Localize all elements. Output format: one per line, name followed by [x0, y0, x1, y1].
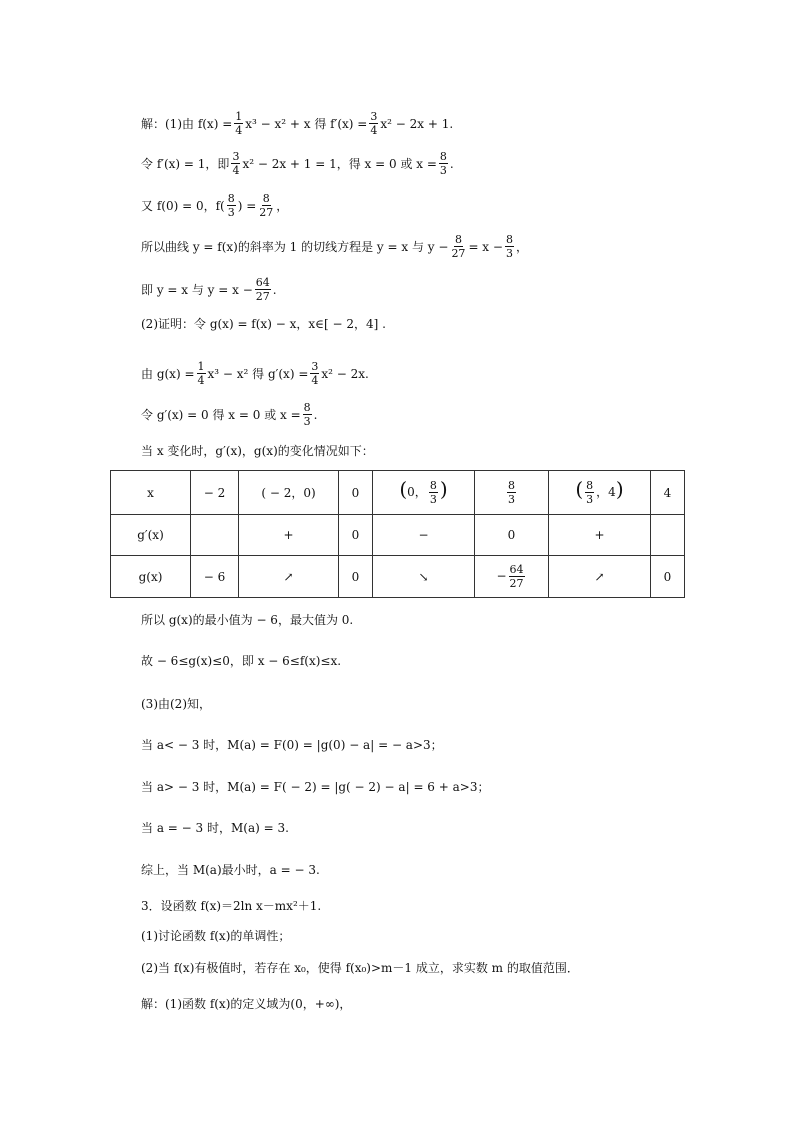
text: 由 g(x) = — [141, 366, 195, 381]
text: x² − 2x. — [321, 366, 369, 381]
table-cell: g(x) — [111, 556, 191, 598]
solution-line-14: 当 a> − 3 时，M(a) = F( − 2) = |g( − 2) − a| = 6 + a>3； — [141, 780, 490, 794]
fraction: $\frac{8}{3}$ — [303, 401, 311, 428]
text: 令 g′(x) = 0 得 x = 0 或 x = — [141, 407, 301, 422]
fraction: $\frac{8}{3}$ — [227, 192, 235, 219]
variation-table — [110, 470, 685, 598]
solution-line-7 — [141, 360, 369, 387]
text: x³ − x² + x 得 f′(x) = — [245, 116, 368, 131]
solution-line-8 — [141, 401, 317, 428]
solution-line-10: 所以 g(x)的最小值为 − 6，最大值为 0. — [141, 613, 354, 627]
text: = x − — [468, 239, 503, 254]
fraction: $\frac{8}{27}$ — [259, 192, 274, 219]
text: 令 f′(x) = 1，即 — [141, 156, 230, 171]
solution-line-3 — [141, 192, 288, 219]
solution-line-16: 综上，当 M(a)最小时，a = − 3. — [141, 863, 320, 877]
problem3-part1: (1)讨论函数 f(x)的单调性； — [141, 929, 291, 943]
table-cell: 0 — [475, 515, 549, 556]
table-cell: 4 — [651, 471, 685, 515]
solution-line-15: 当 a = − 3 时，M(a) = 3. — [141, 821, 289, 835]
table-cell: $\frac{8}{3}$ — [475, 471, 549, 515]
text: ， — [515, 239, 528, 254]
fraction: $\frac{1}{4}$ — [235, 110, 243, 137]
text: 又 f(0) = 0，f( — [141, 198, 225, 213]
table-cell: x — [111, 471, 191, 515]
table-cell: g′(x) — [111, 515, 191, 556]
table-cell: 0 — [339, 471, 373, 515]
problem3-statement: 3．设函数 f(x)＝2ln x－mx²＋1. — [141, 899, 322, 913]
solution-line-11: 故 − 6≤g(x)≤0，即 x − 6≤f(x)≤x. — [141, 654, 342, 668]
table-row — [111, 515, 685, 556]
problem3-solution-start: 解：(1)函数 f(x)的定义域为(0，+∞)， — [141, 997, 352, 1011]
fraction: $\frac{8}{3}$ — [439, 150, 447, 177]
table-cell: 0 — [339, 556, 373, 598]
table-row — [111, 556, 685, 598]
table-cell: + — [239, 515, 339, 556]
table-cell: ↗ — [239, 556, 339, 598]
solution-line-9 — [141, 443, 374, 459]
table-cell: (0， $\frac{8}{3}$ ) — [373, 471, 475, 515]
text: ) = — [237, 198, 257, 213]
text: 所以曲线 y = f(x)的斜率为 1 的切线方程是 y = x 与 y − — [141, 239, 449, 254]
solution-line-12: (3)由(2)知， — [141, 697, 211, 711]
table-row — [111, 471, 685, 515]
fraction: $\frac{8}{27}$ — [451, 233, 466, 260]
text: 解：(1)由 f(x) = — [141, 116, 233, 131]
table-cell: + — [549, 515, 651, 556]
fraction: $\frac{3}{4}$ — [311, 360, 319, 387]
text: x² − 2x + 1. — [380, 116, 454, 131]
table-cell: − 2 — [191, 471, 239, 515]
table-cell: ↘ — [373, 556, 475, 598]
fraction: $\frac{64}{27}$ — [255, 276, 270, 303]
table-cell: − $\frac{64}{27}$ — [475, 556, 549, 598]
fraction: $\frac{3}{4}$ — [370, 110, 378, 137]
table-cell: ( − 2，0) — [239, 471, 339, 515]
solution-line-13: 当 a< − 3 时，M(a) = F(0) = |g(0) − a| = − a>3； — [141, 738, 443, 752]
problem3-part2: (2)当 f(x)有极值时，若存在 x₀，使得 f(x₀)>m－1 成立，求实数 m 的取值范围． — [141, 961, 579, 975]
text: x² − 2x + 1 = 1，得 x = 0 或 x = — [242, 156, 437, 171]
text: (2)证明：令 g(x) = f(x) − x，x∈[ − 2，4] . — [141, 317, 386, 331]
solution-line-6 — [141, 316, 386, 332]
solution-line-4 — [141, 233, 528, 260]
table-cell: − — [373, 515, 475, 556]
table-cell: ( $\frac{8}{3}$ ，4) — [549, 471, 651, 515]
text: . — [272, 282, 277, 297]
table-cell — [191, 515, 239, 556]
text: 即 y = x 与 y = x − — [141, 282, 253, 297]
fraction: $\frac{1}{4}$ — [197, 360, 205, 387]
text: ， — [276, 198, 289, 213]
text: x³ − x² 得 g′(x) = — [207, 366, 309, 381]
solution-line-2 — [141, 150, 454, 177]
text: . — [313, 407, 318, 422]
fraction: $\frac{8}{3}$ — [505, 233, 513, 260]
table-cell: ↗ — [549, 556, 651, 598]
solution-line-5 — [141, 276, 277, 303]
text: . — [449, 156, 454, 171]
table-cell: 0 — [651, 556, 685, 598]
solution-line-1 — [141, 110, 453, 137]
table-cell — [651, 515, 685, 556]
fraction: $\frac{3}{4}$ — [232, 150, 240, 177]
table-cell: − 6 — [191, 556, 239, 598]
table-cell: 0 — [339, 515, 373, 556]
text: 当 x 变化时，g′(x)，g(x)的变化情况如下： — [141, 444, 374, 458]
